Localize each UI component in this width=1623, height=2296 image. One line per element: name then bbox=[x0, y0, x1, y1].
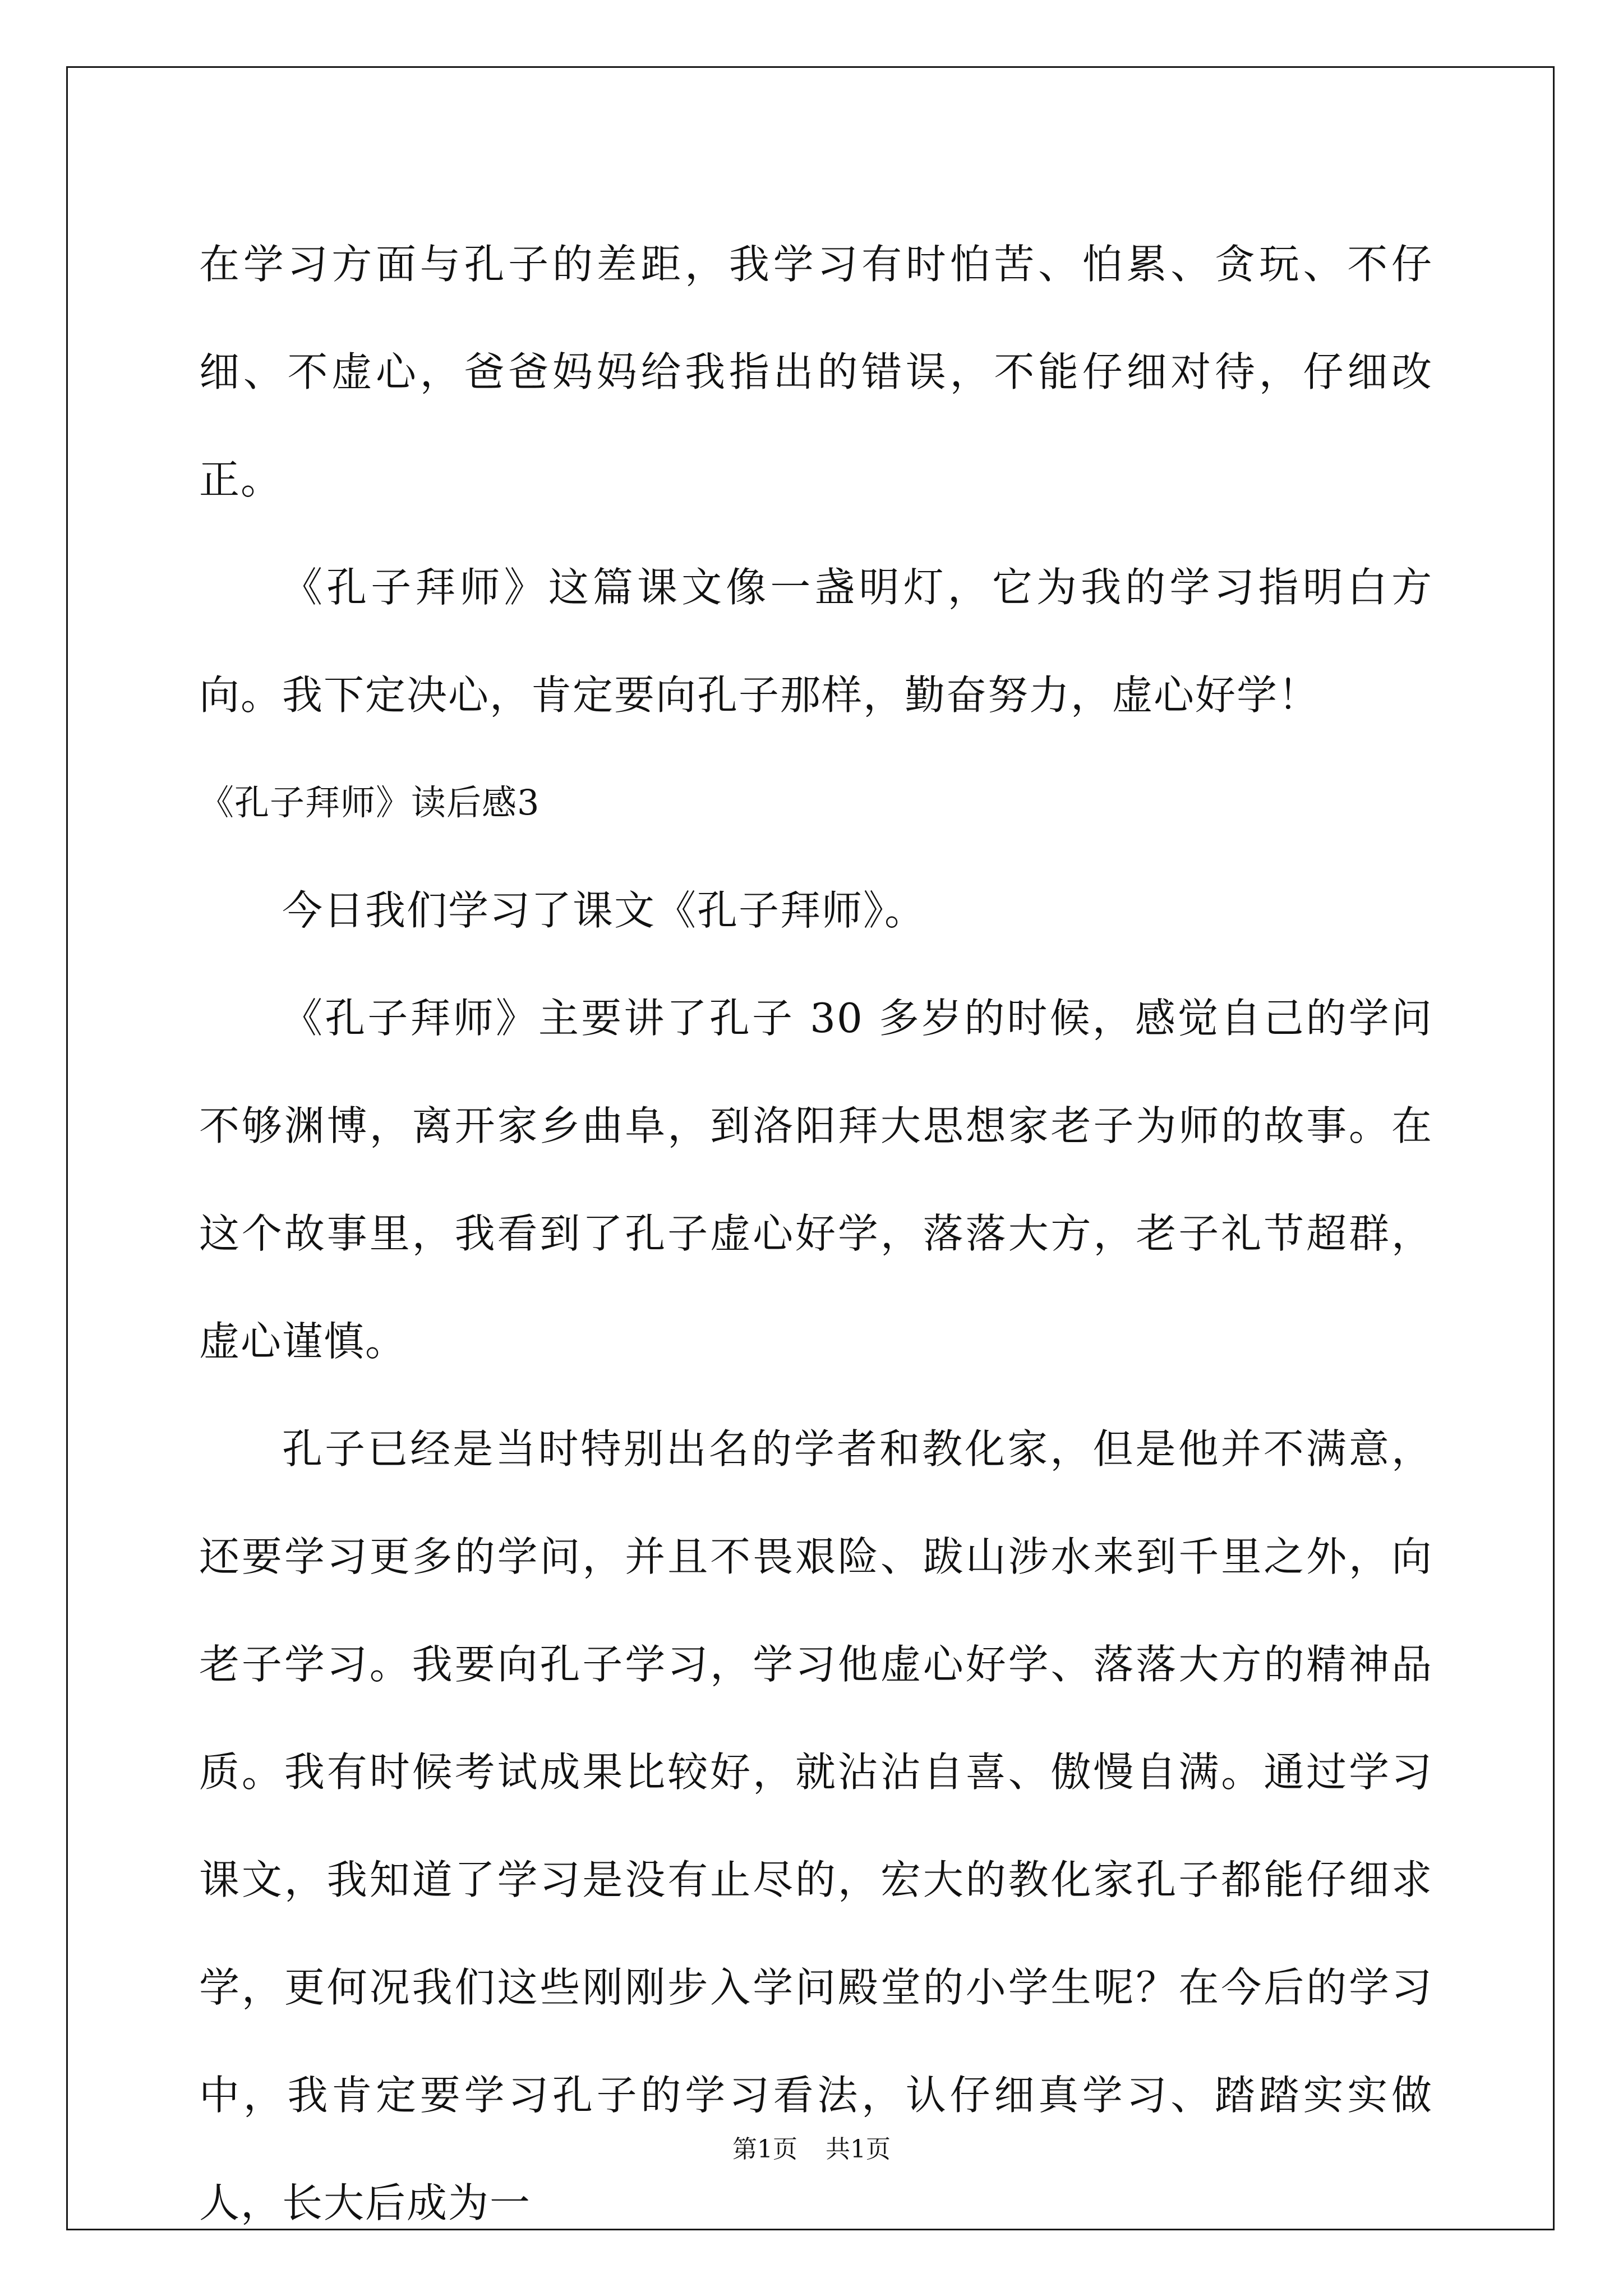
paragraph-3: 今日我们学习了课文《孔子拜师》。 bbox=[282, 887, 926, 934]
paragraph-4: 《孔子拜师》主要讲了孔子 30 多岁的时候，感觉自己的学问不够渊博，离开家乡曲阜，到洛阳拜大思想家老子为师的故事。在这个故事里，我看到了孔子虚心好学，落落大方，老子礼节超群，虚心谨慎。 bbox=[199, 995, 1433, 1365]
section-heading: 《孔子拜师》读后感3 bbox=[199, 782, 540, 823]
page-total: 共1页 bbox=[826, 2135, 891, 2164]
page-footer bbox=[0, 2133, 1623, 2166]
paragraph-5: 孔子已经是当时特别出名的学者和教化家，但是他并不满意，还要学习更多的学问，并且不畏艰险、跋山涉水来到千里之外，向老子学习。我要向孔子学习，学习他虚心好学、落落大方的精神品质。我有时候考试成果比较好，就沾沾自喜、傲慢自满。通过学习课文，我知道了学习是没有止尽的，宏大的教化家孔子都能仔细求学，更何况我们这些刚刚步入学问殿堂的小学生呢？在今后的学习中，我肯定要学习孔子的学习看法，认仔细真学习、踏踏实实做人，长大后成为一 bbox=[199, 1425, 1433, 2226]
page-number: 第1页 bbox=[732, 2135, 797, 2164]
document-body bbox=[199, 210, 1433, 2257]
paragraph-1: 在学习方面与孔子的差距，我学习有时怕苦、怕累、贪玩、不仔细、不虚心，爸爸妈妈给我指出的错误，不能仔细对待，仔细改正。 bbox=[199, 241, 1433, 503]
paragraph-2: 《孔子拜师》这篇课文像一盏明灯，它为我的学习指明白方向。我下定决心，肯定要向孔子那样，勤奋努力，虚心好学！ bbox=[199, 564, 1433, 719]
